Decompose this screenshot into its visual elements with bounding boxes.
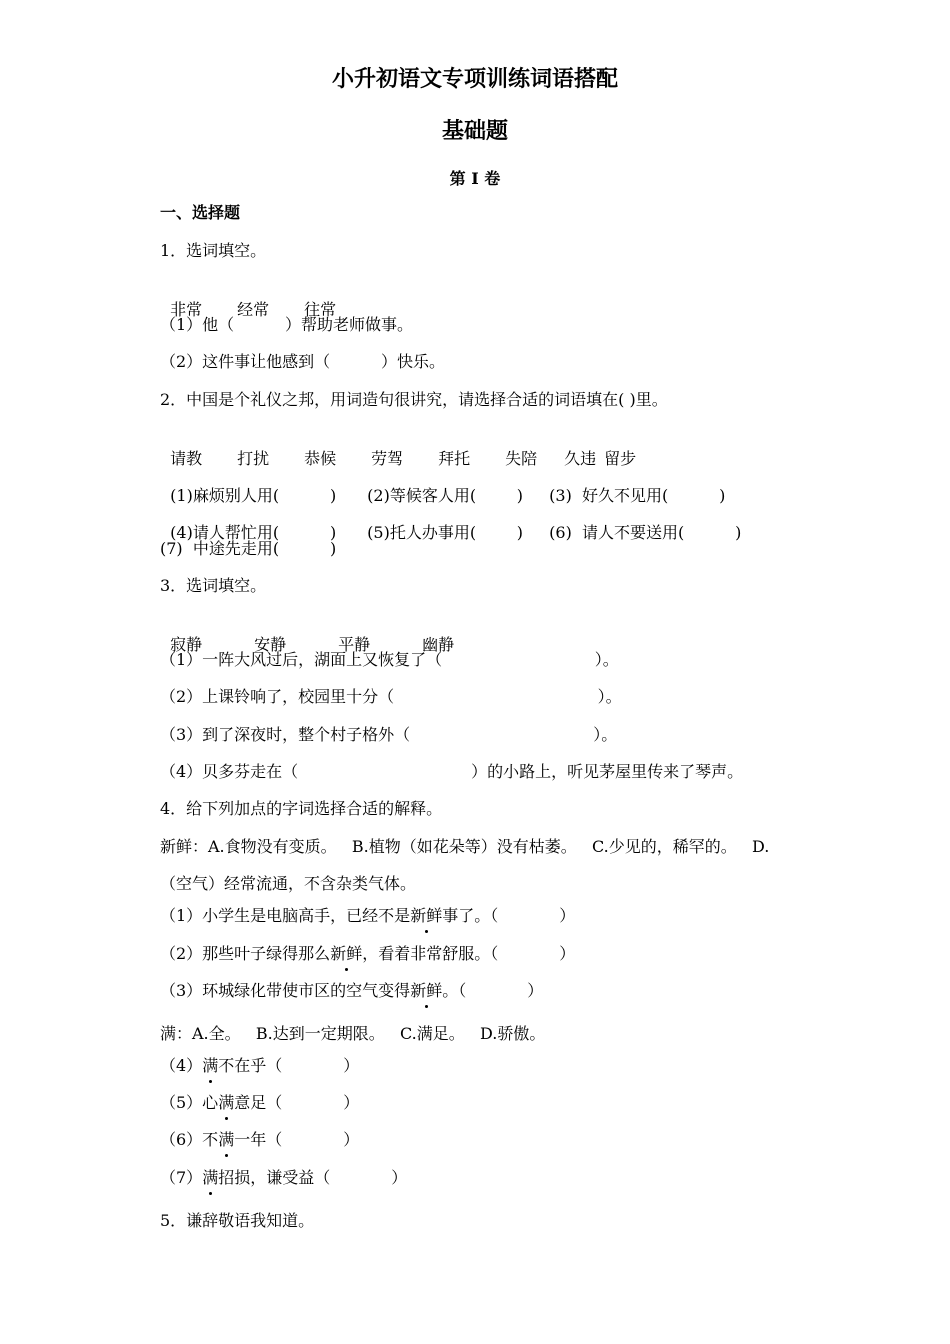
q4-item-text: 事了。（ ） <box>442 906 576 925</box>
q4-item <box>160 980 543 1002</box>
q1-option: 往常 <box>304 300 337 319</box>
q4-item <box>160 1092 359 1114</box>
emphasis-dotted-word: 新鲜 <box>330 944 363 963</box>
q2-item: (7) 中途先走用( ) <box>160 539 337 558</box>
q4-item <box>160 1055 359 1077</box>
section-heading: 一、选择题 <box>160 203 241 222</box>
q4-item-text: 。（ ） <box>442 981 544 1000</box>
emphasis-dotted-word: 满 <box>218 1093 235 1112</box>
q4-item <box>160 943 575 965</box>
q4-item-text: （5）心 <box>160 1093 219 1112</box>
q2-item: (4)请人帮忙用( ) <box>170 523 337 542</box>
q4-xinxian-definition-cont: （空气）经常流通，不含杂类气体。 <box>160 874 417 893</box>
q2-item: (3) 好久不见用( ) <box>549 486 726 505</box>
q4-item-text: 一年（ ） <box>234 1130 360 1149</box>
q3-option: 平静 <box>338 635 371 654</box>
q2-item: (1)麻烦别人用( ) <box>170 486 337 505</box>
q2-option: 劳驾 <box>371 449 404 468</box>
q4-item-text: （6）不 <box>160 1130 219 1149</box>
q3-item: （3）到了深夜时，整个村子格外（ ）。 <box>160 725 618 744</box>
q4-prompt: 4．给下列加点的字词选择合适的解释。 <box>160 799 443 818</box>
q2-prompt: 2．中国是个礼仪之邦，用词造句很讲究，请选择合适的词语填在( )里。 <box>160 390 668 409</box>
q3-option: 幽静 <box>422 635 455 654</box>
q4-item-text: 意足（ ） <box>234 1093 360 1112</box>
q2-option: 久违 <box>564 449 597 468</box>
q2-option: 请教 <box>170 449 203 468</box>
q2-option: 拜托 <box>438 449 471 468</box>
q4-item <box>160 1129 359 1151</box>
q1-prompt: 1．选词填空。 <box>160 241 267 260</box>
q2-option: 打扰 <box>237 449 270 468</box>
volume-label: 第 I 卷 <box>449 169 501 188</box>
q3-item: （4）贝多芬走在（ ）的小路上，听见茅屋里传来了琴声。 <box>160 762 744 781</box>
q3-prompt: 3．选词填空。 <box>160 576 267 595</box>
q2-option: 恭候 <box>304 449 337 468</box>
q4-item-text: （2）那些叶子绿得那么 <box>160 944 331 963</box>
q3-option: 安静 <box>254 635 287 654</box>
emphasis-dotted-word: 新鲜 <box>410 981 443 1000</box>
q4-item-text: （4） <box>160 1056 203 1075</box>
q5-prompt: 5．谦辞敬语我知道。 <box>160 1211 315 1230</box>
q4-item <box>160 905 575 927</box>
q4-item-text: （7） <box>160 1168 203 1187</box>
q3-item: （1）一阵大风过后，湖面上又恢复了（ ）。 <box>160 650 619 669</box>
q4-man-definition: 满：A.全。 B.达到一定期限。 C.满足。 D.骄傲。 <box>160 1024 546 1043</box>
q1-option: 非常 <box>170 300 203 319</box>
emphasis-dotted-word: 满 <box>202 1056 219 1075</box>
q4-item-text: 招损，谦受益（ ） <box>218 1168 408 1187</box>
q4-item-text: （1）小学生是电脑高手，已经不是 <box>160 906 411 925</box>
q3-option: 寂静 <box>170 635 203 654</box>
q2-option: 留步 <box>604 449 637 468</box>
q1-option: 经常 <box>237 300 270 319</box>
emphasis-dotted-word: 新鲜 <box>410 906 443 925</box>
emphasis-dotted-word: 满 <box>218 1130 235 1149</box>
document-title: 小升初语文专项训练词语搭配 <box>331 66 618 92</box>
q4-item-text: （3）环城绿化带使市区的空气变得 <box>160 981 411 1000</box>
q4-item-text: ，看着非常舒服。（ ） <box>362 944 576 963</box>
q2-option: 失陪 <box>505 449 538 468</box>
emphasis-dotted-word: 满 <box>202 1168 219 1187</box>
q1-item: （2）这件事让他感到（ ）快乐。 <box>160 352 446 371</box>
q2-item: (6) 请人不要送用( ) <box>549 523 742 542</box>
q3-item: （2）上课铃响了，校园里十分（ ）。 <box>160 687 622 706</box>
q4-xinxian-definition: 新鲜：A.食物没有变质。 B.植物（如花朵等）没有枯萎。 C.少见的，稀罕的。 D. <box>160 837 770 856</box>
q4-item-text: 不在乎（ ） <box>218 1056 360 1075</box>
document-subtitle: 基础题 <box>441 118 508 144</box>
q2-item: (5)托人办事用( ) <box>367 523 524 542</box>
q4-item <box>160 1167 407 1189</box>
q2-item: (2)等候客人用( ) <box>367 486 524 505</box>
q1-item: （1）他（ ）帮助老师做事。 <box>160 315 414 334</box>
